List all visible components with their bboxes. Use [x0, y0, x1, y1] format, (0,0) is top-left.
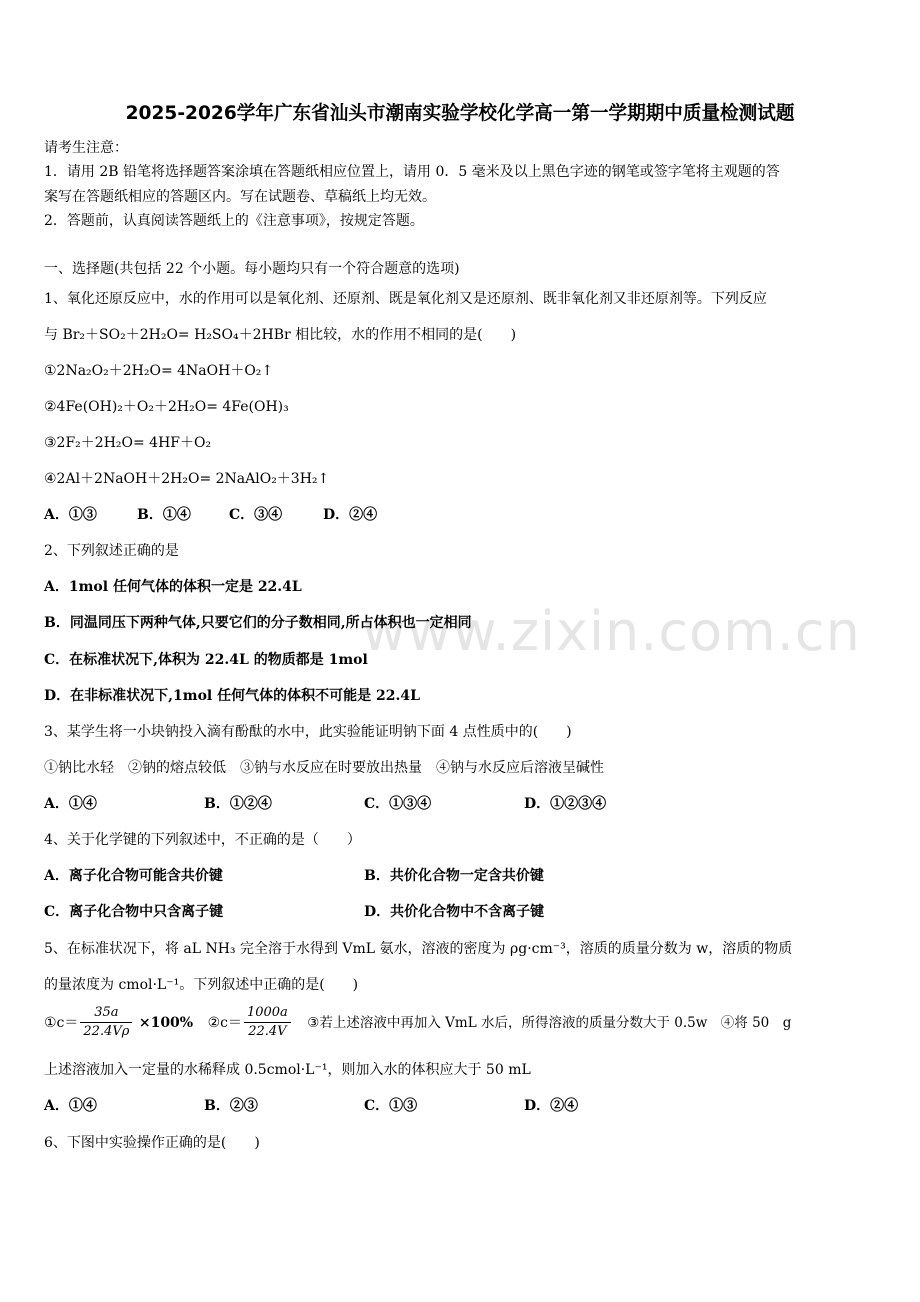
q5-item1-suffix: ×100%: [138, 1014, 194, 1031]
q5-fraction-1-denominator: 22.4Vρ: [83, 1024, 130, 1040]
q2-option-a: A．1mol 任何气体的体积一定是 22.4L: [44, 579, 302, 595]
q3-option-d: D．①②③④: [524, 796, 607, 812]
q4-option-b: B．共价化合物一定含共价键: [364, 868, 544, 884]
q5-items-line: [44, 1006, 791, 1040]
notice-item-1b: 案写在答题纸相应的答题区内。写在试题卷、草稿纸上均无效。: [44, 189, 436, 205]
q1-option-b: B．①④: [137, 507, 191, 523]
q4-stem: 4、关于化学键的下列叙述中，不正确的是（ ）: [44, 832, 361, 848]
notice-item-1a: 1．请用 2B 铅笔将选择题答案涂填在答题纸相应位置上，请用 0．5 毫米及以上黑色字迹的钢笔或签字笔将主观题的答: [44, 164, 780, 180]
q5-fraction-2-denominator: 22.4V: [248, 1024, 287, 1040]
q5-option-b: B．②③: [204, 1098, 258, 1114]
q5-fraction-1-numerator: 35a: [80, 1006, 132, 1023]
q3-properties: ①钠比水轻 ②钠的熔点较低 ③钠与水反应在时要放出热量 ④钠与水反应后溶液呈碱性: [44, 760, 604, 776]
q1-stem-a: 1、氧化还原反应中，水的作用可以是氧化剂、还原剂、既是氧化剂又是还原剂、既非氧化剂又非还原剂等。下列反应: [44, 291, 767, 307]
q5-stem-b: 的量浓度为 cmol·L⁻¹。下列叙述中正确的是( ): [44, 977, 359, 993]
q2-option-d: D．在非标准状况下,1mol 任何气体的体积不可能是 22.4L: [44, 688, 420, 704]
section-heading: 一、选择题(共包括 22 个小题。每小题均只有一个符合题意的选项): [44, 261, 460, 277]
q1-reaction-2: ②4Fe(OH)₂＋O₂＋2H₂O= 4Fe(OH)₃: [44, 399, 289, 415]
q2-stem: 2、下列叙述正确的是: [44, 543, 179, 559]
q3-stem: 3、某学生将一小块钠投入滴有酚酞的水中，此实验能证明钠下面 4 点性质中的( ): [44, 724, 572, 740]
q1-option-c: C．③④: [229, 507, 283, 523]
page-title: 2025-2026学年广东省汕头市潮南实验学校化学高一第一学期期中质量检测试题: [125, 102, 795, 124]
q4-option-c: C．离子化合物中只含离子键: [44, 904, 224, 920]
q1-option-a: A．①③: [44, 507, 97, 523]
q5-option-c: C．①③: [364, 1098, 418, 1114]
q5-option-a: A．①④: [44, 1098, 97, 1114]
q1-stem-b: 与 Br₂＋SO₂＋2H₂O= H₂SO₄＋2HBr 相比较，水的作用不相同的是( ): [44, 327, 517, 343]
q3-option-c: C．①③④: [364, 796, 432, 812]
q5-fraction-2: [244, 1006, 291, 1040]
q1-reaction-3: ③2F₂＋2H₂O= 4HF＋O₂: [44, 435, 212, 451]
q5-option-d: D．②④: [524, 1098, 579, 1114]
q5-item2-prefix: ②c＝: [207, 1014, 242, 1031]
q1-option-d: D．②④: [323, 507, 378, 523]
notice-item-2: 2．答题前，认真阅读答题纸上的《注意事项》，按规定答题。: [44, 213, 424, 229]
q3-option-b: B．①②④: [204, 796, 272, 812]
q5-item1-prefix: ①c＝: [44, 1014, 79, 1031]
q1-reaction-4: ④2Al＋2NaOH＋2H₂O= 2NaAlO₂＋3H₂↑: [44, 471, 330, 487]
q1-reaction-1: ①2Na₂O₂＋2H₂O= 4NaOH＋O₂↑: [44, 363, 274, 379]
q4-option-d: D．共价化合物中不含离子键: [364, 904, 545, 920]
q2-option-b: B．同温同压下两种气体,只要它们的分子数相同,所占体积也一定相同: [44, 615, 472, 631]
notice-heading: 请考生注意：: [44, 140, 128, 156]
q4-option-a: A．离子化合物可能含共价键: [44, 868, 223, 884]
q5-line-3: 上述溶液加入一定量的水稀释成 0.5cmol·L⁻¹，则加入水的体积应大于 50 mL: [44, 1062, 531, 1078]
q5-fraction-1: [80, 1006, 132, 1040]
q5-stem-a: 5、在标准状况下，将 aL NH₃ 完全溶于水得到 VmL 氨水，溶液的密度为 ρg·cm⁻³，溶质的质量分数为 w，溶质的物质: [44, 941, 793, 957]
q5-item3: ③若上述溶液中再加入 VmL 水后，所得溶液的质量分数大于 0.5w ④将 50 g: [307, 1014, 792, 1031]
q5-fraction-2-numerator: 1000a: [244, 1006, 291, 1023]
q2-option-c: C．在标准状况下,体积为 22.4L 的物质都是 1mol: [44, 652, 368, 668]
q6-stem: 6、下图中实验操作正确的是( ): [44, 1135, 260, 1151]
watermark: www.zixin.com.cn: [362, 600, 861, 663]
q3-option-a: A．①④: [44, 796, 97, 812]
